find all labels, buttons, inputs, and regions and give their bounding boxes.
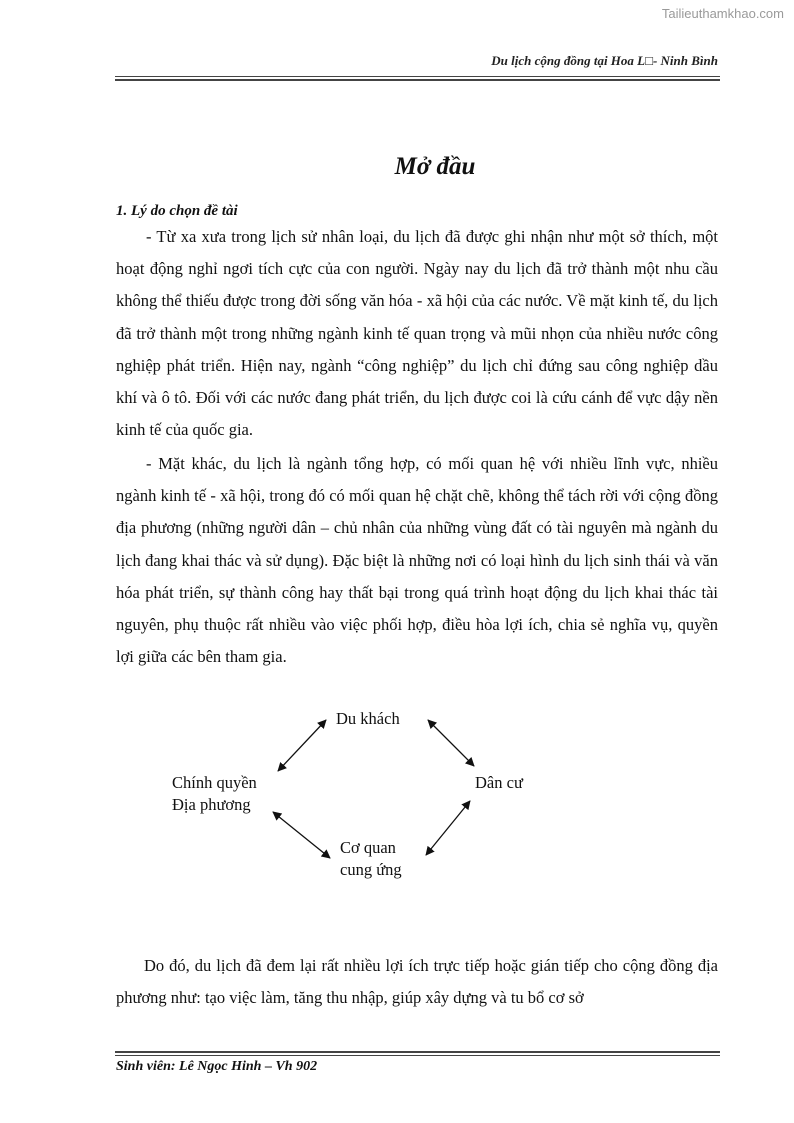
- node-suppliers-line2: cung ứng: [340, 860, 402, 879]
- arrow-residents-suppliers: [426, 801, 470, 855]
- node-tourist: Du khách: [336, 709, 400, 728]
- running-header: Du lịch cộng đồng tại Hoa L□- Ninh Bình: [491, 53, 718, 68]
- footer-student: Sinh viên: Lê Ngọc Hinh – Vh 902: [116, 1059, 318, 1074]
- page-title: Mở đầu: [394, 153, 476, 180]
- node-residents: Dân cư: [475, 773, 523, 792]
- header-rule: [115, 76, 720, 81]
- node-suppliers: [340, 837, 402, 881]
- arrow-tourist-residents: [428, 720, 474, 766]
- paragraph-2: - Mặt khác, du lịch là ngành tổng hợp, có mối quan hệ với nhiều lĩnh vực, nhiều ngành kinh tế - xã hội, trong đó có mối quan hệ chặt chẽ, không thể tách rời với cộng đồng địa phương (những người dân – chủ nhân của những vùng đất có tài nguyên mà ngành du lịch đang khai thác và sử dụng). Đặc biệt là những nơi có loại hình du lịch sinh thái và văn hóa phát triển, sự thành công hay thất bại trong quá trình hoạt động du lịch khai thác tài nguyên, phụ thuộc rất nhiều vào việc phối hợp, điều hòa lợi ích, chia sẻ nghĩa vụ, quyền lợi giữa các bên tham gia.: [116, 454, 718, 667]
- paragraph-3: Do đó, du lịch đã đem lại rất nhiều lợi ích trực tiếp hoặc gián tiếp cho cộng đồng địa phương như: tạo việc làm, tăng thu nhập, giúp xây dựng và tu bổ cơ sở: [116, 956, 718, 1008]
- arrow-tourist-government: [278, 720, 326, 771]
- node-local-government-line1: Chính quyền: [172, 773, 257, 792]
- arrow-government-suppliers: [273, 812, 330, 858]
- node-local-government-line2: Địa phương: [172, 795, 251, 814]
- node-local-government: [172, 772, 257, 816]
- section-heading: 1. Lý do chọn đề tài: [116, 203, 238, 219]
- paragraph-1: - Từ xa xưa trong lịch sử nhân loại, du lịch đã được ghi nhận như một sở thích, một hoạt động nghỉ ngơi tích cực của con người. Ngày nay du lịch đã trở thành một nhu cầu không thể thiếu được trong đời sống văn hóa - xã hội của các nước. Về mặt kinh tế, du lịch đã trở thành một trong những ngành kinh tế quan trọng và mũi nhọn của nhiều nước công nghiệp phát triển. Hiện nay, ngành “công nghiệp” du lịch chỉ đứng sau công nghiệp dầu khí và ô tô. Đối với các nước đang phát triển, du lịch được coi là cứu cánh để vực dậy nền kinh tế của quốc gia.: [116, 227, 718, 440]
- node-suppliers-line1: Cơ quan: [340, 838, 396, 857]
- watermark: Tailieuthamkhao.com: [661, 6, 784, 21]
- footer-rule: [115, 1051, 720, 1056]
